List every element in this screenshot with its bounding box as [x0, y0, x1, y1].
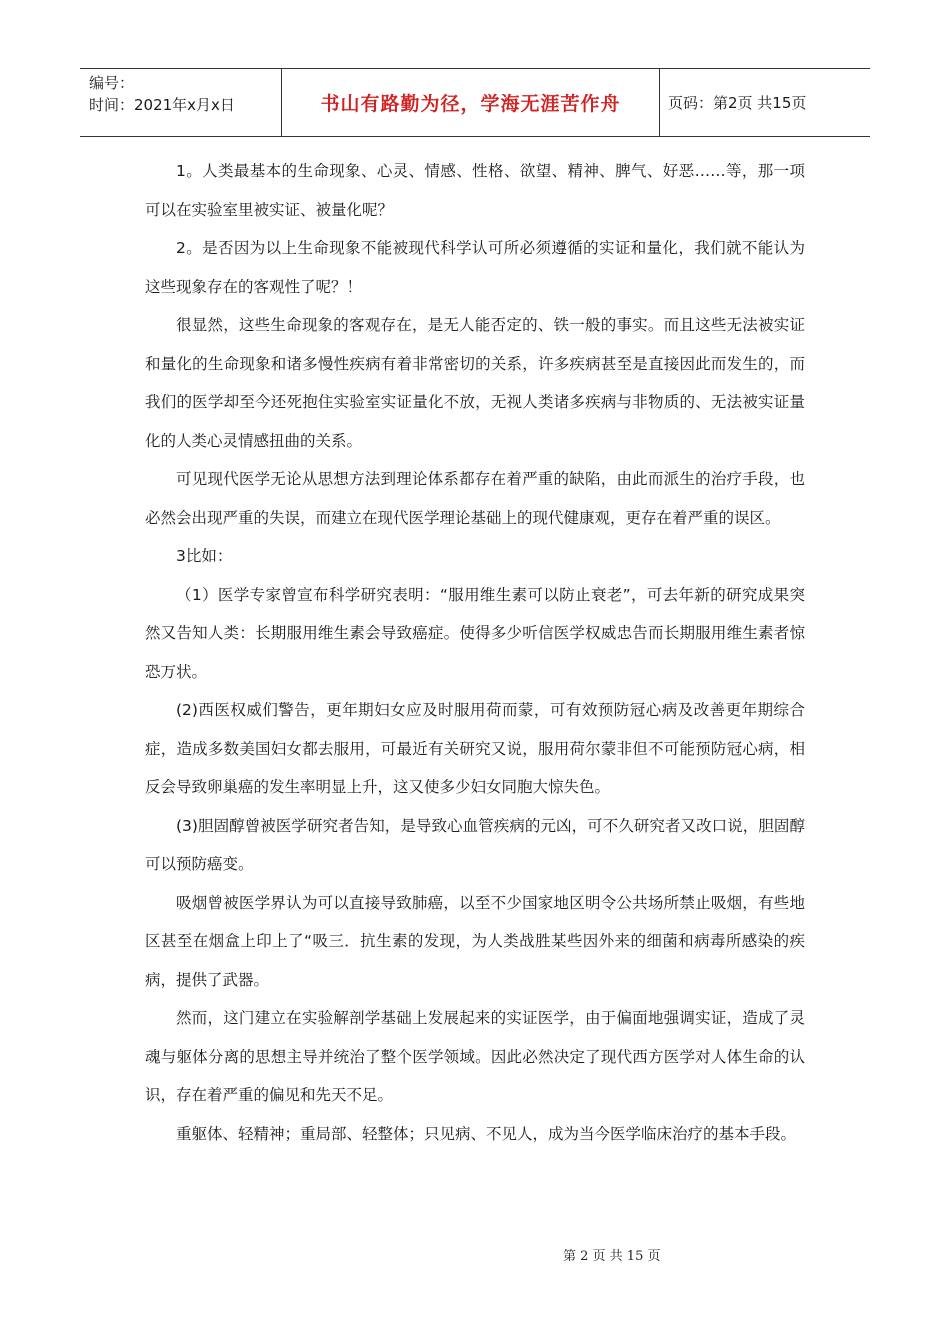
- document-body: [145, 152, 805, 1153]
- time-label: 时间：2021年x月x日: [89, 96, 235, 114]
- paragraph: （1）医学专家曾宣布科学研究表明：“服用维生素可以防止衰老”，可去年新的研究成果突然又告知人类：长期服用维生素会导致癌症。使得多少听信医学权威忠告而长期服用维生素者惊恐万状。: [145, 585, 805, 681]
- paragraph: 重躯体、轻精神；重局部、轻整体；只见病、不见人，成为当今医学临床治疗的基本手段。: [176, 1124, 797, 1143]
- paragraph: 3比如：: [176, 547, 233, 565]
- header-slogan: 书山有路勤为径，学海无涯苦作舟: [282, 69, 660, 136]
- header-meta: [80, 69, 282, 136]
- paragraph: 吸烟曾被医学界认为可以直接导致肺癌，以至不少国家地区明令公共场所禁止吸烟，有些地区甚至在烟盒上印上了“吸三．抗生素的发现，为人类战胜某些因外来的细菌和病毒所感染的疾病，提供了武器。: [145, 893, 805, 989]
- paragraph: (2)西医权威们警告，更年期妇女应及时服用荷而蒙，可有效预防冠心病及改善更年期综合症，造成多数美国妇女都去服用，可最近有关研究又说，服用荷尔蒙非但不可能预防冠心病，相反会导致卵巢癌的发生率明显上升，这又使多少妇女同胞大惊失色。: [145, 701, 805, 796]
- paragraph: 可见现代医学无论从思想方法到理论体系都存在着严重的缺陷，由此而派生的治疗手段，也必然会出现严重的失误，而建立在现代医学理论基础上的现代健康观，更存在着严重的误区。: [145, 470, 805, 527]
- paragraph: 很显然，这些生命现象的客观存在，是无人能否定的、铁一般的事实。而且这些无法被实证和量化的生命现象和诸多慢性疾病有着非常密切的关系，许多疾病甚至是直接因此而发生的，而我们的医学却至今还死抱住实验室实证量化不放，无视人类诸多疾病与非物质的、无法被实证量化的人类心灵情感扭曲的关系。: [145, 316, 805, 450]
- paragraph: (3)胆固醇曾被医学研究者告知，是导致心血管疾病的元凶，可不久研究者又改口说，胆固醇可以预防癌变。: [145, 816, 805, 873]
- number-label: 编号：: [89, 74, 135, 92]
- paragraph: 2。是否因为以上生命现象不能被现代科学认可所必须遵循的实证和量化，我们就不能认为这些现象存在的客观性了呢？！: [145, 239, 805, 296]
- paragraph: 1。人类最基本的生命现象、心灵、情感、性格、欲望、精神、脾气、好恶……等，那一项可以在实验室里被实证、被量化呢？: [145, 162, 805, 219]
- page-header: [80, 68, 870, 137]
- paragraph: 然而，这门建立在实验解剖学基础上发展起来的实证医学，由于偏面地强调实证，造成了灵魂与躯体分离的思想主导并统治了整个医学领域。因此必然决定了现代西方医学对人体生命的认识，存在着严重的偏见和先天不足。: [145, 1009, 805, 1104]
- header-page-info: 页码：第2页 共15页: [668, 94, 807, 112]
- footer-page-number: 第 2 页 共 15 页: [563, 1249, 661, 1264]
